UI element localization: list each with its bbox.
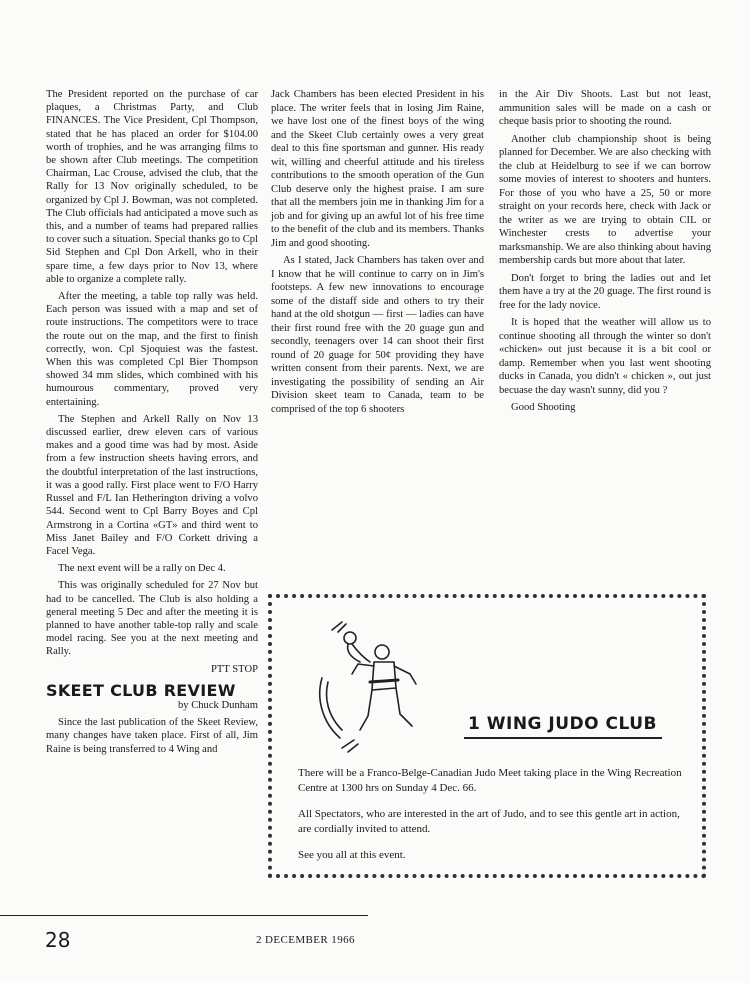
judo-club-announcement (268, 594, 706, 878)
column-1 (46, 88, 258, 760)
page-number: 28 (45, 928, 71, 952)
club-report-paragraph: After the meeting, a table top rally was held. Each person was issued with a map and set of route instructions. The competitors were to trace the route out on the map, and the first to finish correctly, won. Cpl Sjoquiest was the fastest. When this was completed Cpl Bier Thompson showed 34 mm slides, which combined with his humourous commentary, proved very entertaining. (46, 291, 258, 408)
skeet-paragraph: It is hoped that the weather will allow us to continue shooting all through the winter so don't «chicken» out just because it is a bit cool or damp. Remember when you last went shooting ducks in Canada, you didn't « chicken », out just becuase the day wasn't sunny, did you ? (499, 317, 711, 396)
skeet-paragraph: Don't forget to bring the ladies out and let them have a try at the 20 guage. The first round is free for the lady novice. (499, 272, 711, 311)
skeet-byline: by Chuck Dunham (177, 699, 258, 711)
skeet-paragraph: As I stated, Jack Chambers has taken over and I know that he will continue to carry on in Jim's footsteps. A few new innovations to encourage some of the distaff side and others to try their hand at the old shotgun — first — ladies can have their first round free with the 20 guage gun and secondly, teenagers over 14 can shoot their first round of 20 guage for 50¢ providing they have written consent from their parents. Next, we are investigating the possibility of sending an Air Division skeet team to Canada, team to be comprised of the top 6 shooters (271, 255, 484, 415)
skeet-paragraph: Jack Chambers has been elected President in his place. The writer feels that in losing Jim Raine, we have lost one of the finest boys of the wing and the Skeet Club certainly owes a very great deal to this fine sportsman and gunner. His ready wit, willing and cheerful attitude and his tireless contributions to the smooth operation of the Gun Club deserve only the highest praise. I am sure that all the members join me in thanking Jim for a job and for giving up an awful lot of his free time to the benefit of the club and its members. Thanks Jim and good shooting. (271, 89, 484, 249)
club-report-paragraph: The President reported on the purchase of car plaques, a Christmas Party, and Club FINANCES. The Vice President, Cpl Thompson, stated that he has placed an order for $104.00 worth of trophies, and he was arranging films to be shown after Club meetings. The competition Chairman, Lac Crouse, advised the club, that the Rally for 13 Nov originally scheduled, to be organized by Cpl J. Bowman, was not completed. The Club officials had anticipated a move such as this, and a number of teams had prepared rallies to cover such a situation. Special thanks go to Cpl Sid Stephen and Cpl Don Arkell, who in their spare time, a few days prior to Nov 13, where able to organize a complete rally. (46, 89, 258, 285)
skeet-paragraph: in the Air Div Shoots. Last but not least, ammunition sales will be made on a cash or cheque basis prior to shooting the round. (499, 89, 711, 127)
column-2 (271, 88, 484, 420)
club-report-paragraph: The Stephen and Arkell Rally on Nov 13 discussed earlier, drew eleven cars of various makes and a good time was had by most. Aside from a few instruction sheets having errors, and the doubtful interpretation of the last instructions, it was a good rally. First place went to F/O Harry Russel and F/L Ian Hetherington driving a volvo 544. Second went to Cpl Barry Boyes and Cpl Armstrong in a Cortina «GT» and third went to Miss Janet Bailey and F/O Corkett driving a Facel Vega. (46, 413, 258, 557)
skeet-club-heading: SKEET CLUB REVIEW (46, 680, 236, 700)
judo-paragraph: See you all at this event. (298, 849, 406, 861)
report-signature: PTT STOP (210, 663, 258, 675)
column-3 (499, 88, 711, 419)
judo-text (298, 766, 692, 874)
skeet-intro-paragraph: Since the last publication of the Skeet Review, many changes have taken place. First of all, Jim Raine is being transferred to 4 Wing and (46, 717, 258, 755)
skeet-signoff: Good Shooting (511, 402, 576, 413)
skeet-paragraph: Another club championship shoot is being planned for December. We are also checking with the club at Heidelburg to see if we can borrow some movies of interest to shooters and hunters. For those of you who have a 25, 50 or more straight on your records here, check with Jack or the writer as we are trying to obtain CIL or Winchester crests to advertise your marksmanship. We are also thinking about having membership cards but more about that later. (499, 133, 711, 266)
issue-date: 2 DECEMBER 1966 (256, 934, 355, 946)
judo-paragraph: There will be a Franco-Belge-Canadian Judo Meet taking place in the Wing Recreation Centre at 1300 hrs on Sunday 4 Dec. 66. (298, 767, 682, 794)
judo-title-underline (464, 737, 662, 739)
judo-paragraph: All Spectators, who are interested in the art of Judo, and to see this gentle art in action, are cordially invited to attend. (298, 808, 680, 835)
judo-throw-illustration (312, 618, 452, 758)
footer-rule (0, 915, 368, 916)
judo-club-title: 1 WING JUDO CLUB (468, 714, 657, 734)
club-report-paragraph: This was originally scheduled for 27 Nov but had to be cancelled. The Club is also holding a general meeting 5 Dec and after the meeting it is planned to have another table-top rally and scale model racing. See you at the next meeting and Rally. (46, 580, 258, 658)
club-report-paragraph: The next event will be a rally on Dec 4. (58, 563, 226, 575)
